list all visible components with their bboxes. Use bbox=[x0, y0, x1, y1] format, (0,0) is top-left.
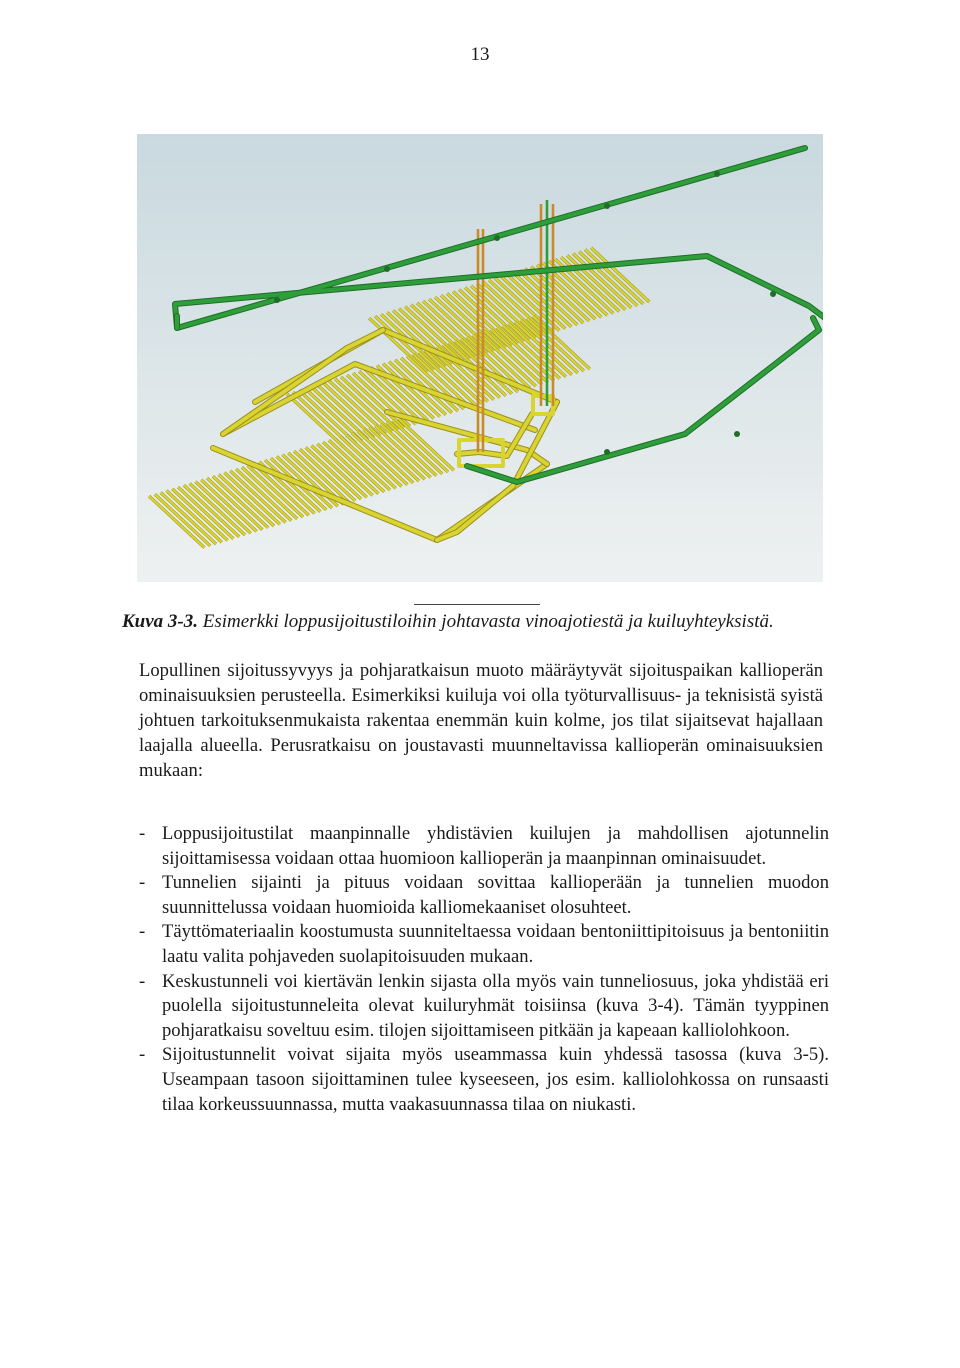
figure-caption-text: Esimerkki loppusijoitustiloihin johtavasta vinoajotiestä ja kuiluyhteyksistä. bbox=[202, 611, 774, 632]
ramp-junction bbox=[384, 266, 390, 272]
ramp-junction bbox=[604, 203, 610, 209]
caption-rule bbox=[414, 604, 540, 605]
figure-canvas bbox=[137, 134, 823, 582]
list-item: - Tunnelien sijainti ja pituus voidaan sovittaa kallioperään ja tunnelien muodon suunnittelussa voidaan huomioida kalliomekaaniset olosuhteet. bbox=[139, 872, 829, 918]
list-item: - Täyttömateriaalin koostumusta suunniteltaessa voidaan bentoniittipitoisuus ja bentoniitin laatu valita pohjaveden suolapitoisuuden mukaan. bbox=[139, 921, 829, 967]
figure-label: Kuva 3-3. bbox=[122, 611, 198, 632]
list-item-text: Sijoitustunnelit voivat sijaita myös useammassa kuin yhdessä tasossa (kuva 3-5). Useampaan tasoon sijoittaminen tulee kyseeseen, jos esim. kalliolohkossa on runsaasti tilaa korkeussuunnassa, mutta vaakasuunnassa tilaa on niukasti. bbox=[162, 1044, 829, 1115]
list-item-text: Keskustunneli voi kiertävän lenkin sijasta olla myös vain tunneliosuus, joka yhdistää eri puolella sijoitustunneleita olevat kuiluryhmät toisiinsa (kuva 3-4). Tämän tyyppinen pohjaratkaisu soveltuu esim. tilojen sijoittamiseen pitkään ja kapeaan kalliolohkoon. bbox=[162, 970, 829, 1041]
list-item: - Sijoitustunnelit voivat sijaita myös useammassa kuin yhdessä tasossa (kuva 3-5). Useampaan tasoon sijoittaminen tulee kyseeseen, jos esim. kalliolohkossa on runsaasti tilaa korkeussuunnassa, mutta vaakasuunnassa tilaa on niukasti. bbox=[139, 1044, 829, 1115]
ramp-junction bbox=[274, 297, 280, 303]
list-item-text: Täyttömateriaalin koostumusta suunniteltaessa voidaan bentoniittipitoisuus ja bentoniitin laatu valita pohjaveden suolapitoisuuden mukaan. bbox=[162, 921, 829, 967]
page-number: 13 bbox=[470, 44, 490, 65]
ramp-junction bbox=[494, 235, 500, 241]
bullet-list bbox=[139, 822, 829, 1117]
list-item: - Keskustunneli voi kiertävän lenkin sijasta olla myös vain tunneliosuus, joka yhdistää eri puolella sijoitustunneleita olevat kuiluryhmät toisiinsa (kuva 3-4). Tämän tyyppinen pohjaratkaisu soveltuu esim. tilojen sijoittamiseen pitkään ja kapeaan kalliolohkoon. bbox=[139, 970, 829, 1041]
ramp-junction bbox=[734, 431, 740, 437]
ramp-junction bbox=[770, 291, 776, 297]
list-item-text: Tunnelien sijainti ja pituus voidaan sovittaa kallioperään ja tunnelien muodon suunnittelussa voidaan huomioida kalliomekaaniset olosuhteet. bbox=[162, 872, 829, 918]
figure-caption bbox=[122, 611, 774, 633]
list-item: - Loppusijoitustilat maanpinnalle yhdistävien kuilujen ja mahdollisen ajotunnelin sijoittamisessa voidaan ottaa huomioon kallioperän ja maanpinnan ominaisuudet. bbox=[139, 823, 829, 869]
list-item-text: Loppusijoitustilat maanpinnalle yhdistävien kuilujen ja mahdollisen ajotunnelin sijoittamisessa voidaan ottaa huomioon kallioperän ja maanpinnan ominaisuudet. bbox=[162, 823, 829, 869]
repository-3d-figure bbox=[137, 134, 823, 582]
ramp-junction bbox=[604, 449, 610, 455]
body-paragraph: Lopullinen sijoitussyvyys ja pohjaratkaisun muoto määräytyvät sijoituspaikan kallioperän ominaisuuksien perusteella. Esimerkiksi kuiluja voi olla työturvallisuus- ja teknisistä syistä johtuen tarkoituksenmukaista rakentaa enemmän kuin kolme, jos tilat sijaitsevat hajallaan laajalla alueella. Perusratkaisu on joustavasti muunneltavissa kallioperän ominaisuuksien mukaan: bbox=[139, 660, 823, 781]
ramp-junction bbox=[714, 171, 720, 177]
